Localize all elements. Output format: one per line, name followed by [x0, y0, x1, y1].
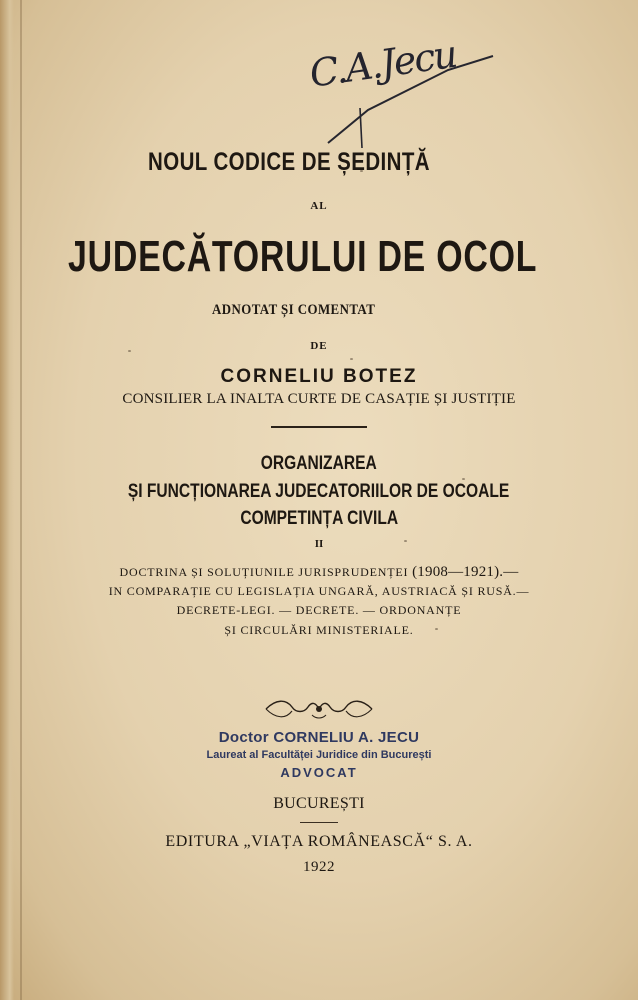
section-line-2-text: ȘI FUNCȚIONAREA JUDECATORIILOR DE OCOALE [128, 481, 510, 502]
section-line-3-text: COMPETINȚA CIVILA [240, 508, 398, 529]
stamp-line-3: ADVOCAT [280, 765, 358, 780]
signature-flourish [298, 48, 498, 158]
doctrine-years: (1908—1921).— [412, 564, 519, 580]
divider-rule [271, 426, 367, 428]
ornament-flourish-icon [262, 697, 376, 721]
section-line-3 [0, 508, 638, 530]
subtitle: ADNOTAT ȘI COMENTAT [212, 302, 376, 318]
author-name: CORNELIU BOTEZ [220, 366, 418, 387]
doctrine-line-2: IN COMPARAȚIE CU LEGISLAȚIA UNGARĂ, AUSTRIACĂ ȘI RUSĂ.— [108, 584, 530, 598]
author-title: CONSILIER LA INALTA CURTE DE CASAȚIE ȘI JUSTIȚIE [122, 391, 516, 407]
handwritten-signature: C.A.Jecu [306, 31, 459, 96]
title-line-2: JUDECĂTORULUI DE OCOL [68, 232, 538, 281]
publication-year: 1922 [303, 859, 335, 875]
stamp-line-1: Doctor CORNELIU A. JECU [218, 729, 420, 746]
section-line-1 [0, 453, 638, 475]
doctrine-line-3: DECRETE-LEGI. — DECRETE. — ORDONANȚE [176, 603, 462, 617]
publisher: EDITURA „VIAȚA ROMÂNEASCĂ“ S. A. [165, 833, 473, 850]
doctrine-line-4: ȘI CIRCULĂRI MINISTERIALE. [224, 623, 414, 637]
section-line-2 [0, 481, 638, 503]
doctrine-line-1-text: DOCTRINA ȘI SOLUȚIUNILE JURISPRUDENȚEI [119, 565, 409, 579]
section-line-1-text: ORGANIZAREA [260, 453, 377, 474]
title-line-1: NOUL CODICE DE ȘEDINȚĂ [148, 148, 431, 176]
publication-city: BUCUREȘTI [273, 795, 365, 812]
connector-de: DE [310, 340, 328, 352]
stamp-line-2: Laureat al Facultăței Juridice din București [206, 749, 432, 761]
volume-number: II [314, 538, 324, 550]
small-rule [300, 822, 338, 823]
connector-al: AL [310, 200, 328, 212]
doctrine-line-1 [0, 564, 638, 581]
